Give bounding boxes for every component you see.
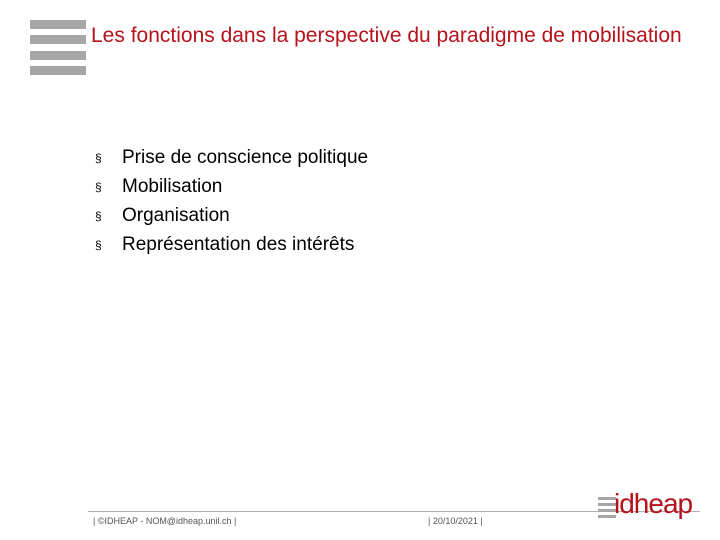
bullet-icon: § (95, 150, 102, 165)
logo-bar (30, 20, 86, 29)
footer-copyright: | ©IDHEAP - NOM@idheap.unil.ch | (93, 516, 237, 526)
logo-wordmark: idheap (614, 488, 693, 519)
slide-title: Les fonctions dans la perspective du paradigme de mobilisation (91, 24, 682, 47)
bullet-text: Mobilisation (122, 175, 223, 197)
logo-bar (30, 66, 86, 75)
bullet-icon: § (95, 179, 102, 194)
bullet-icon: § (95, 237, 102, 252)
bullet-icon: § (95, 208, 102, 223)
bullet-item (95, 172, 368, 201)
bullet-item (95, 201, 368, 230)
footer-date: | 20/10/2021 | (428, 516, 483, 526)
header-logo-bars (30, 20, 86, 76)
bullet-text: Organisation (122, 204, 230, 226)
logo-bar (30, 51, 86, 60)
idheap-logo (598, 488, 693, 521)
bullet-item (95, 230, 368, 259)
bullet-item (95, 143, 368, 172)
bullet-list (95, 143, 368, 259)
bullet-text: Prise de conscience politique (122, 146, 369, 168)
logo-bar (30, 35, 86, 44)
bullet-text: Représentation des intérêts (122, 233, 355, 255)
